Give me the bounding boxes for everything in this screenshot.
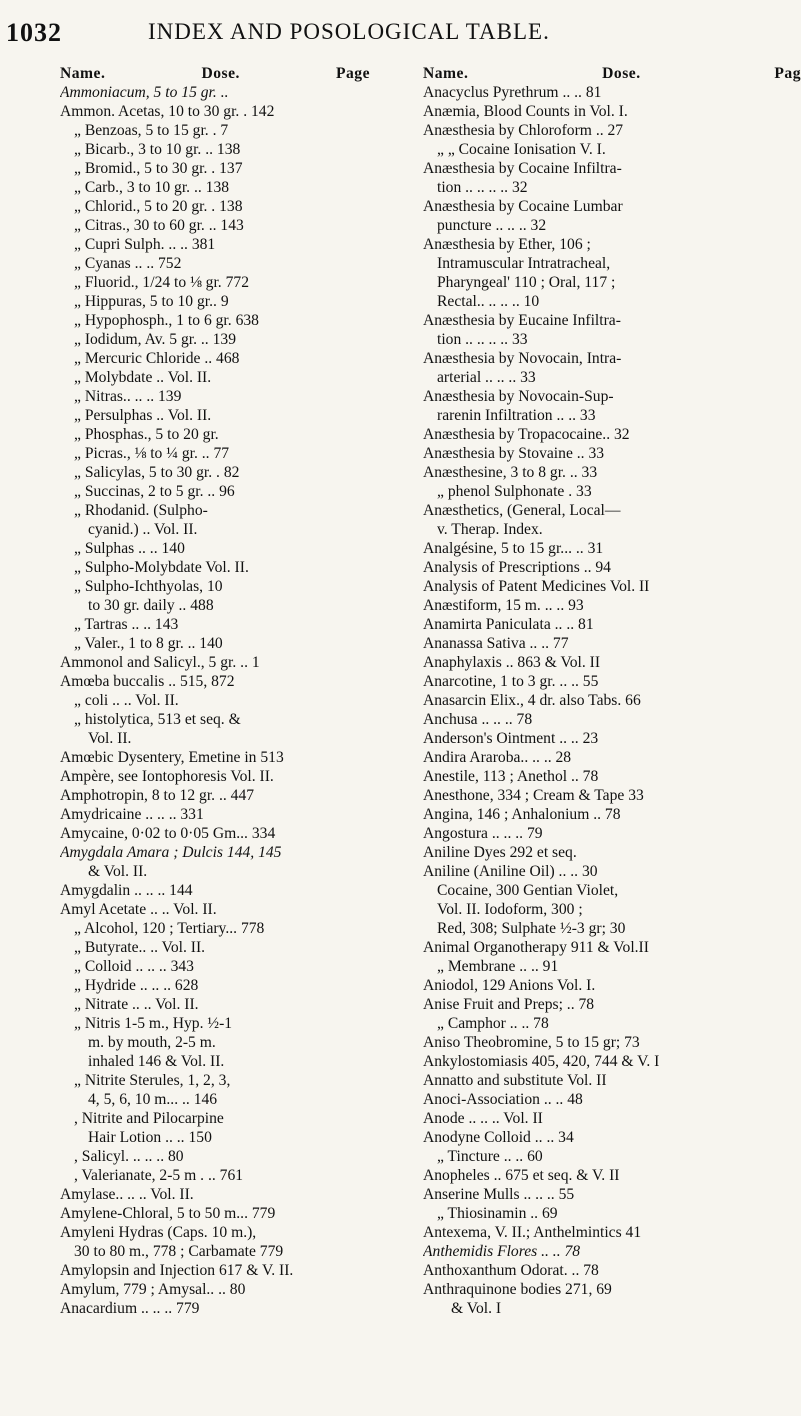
index-entry: Ampère, see Iontophoresis Vol. II. xyxy=(60,768,274,785)
index-entry: „ Cupri Sulph. .. .. 381 xyxy=(74,236,216,253)
index-entry: Anæsthesia by Stovaine .. 33 xyxy=(423,445,605,462)
index-entry: „ Bromid., 5 to 30 gr. . 137 xyxy=(74,160,243,177)
index-entry: Anæmia, Blood Counts in Vol. I. xyxy=(423,103,628,120)
index-entry: „ Fluorid., 1/24 to ⅛ gr. 772 xyxy=(74,274,249,291)
index-entry: Anæsthesia by Chloroform .. 27 xyxy=(423,122,624,139)
index-entry: „ Sulpho-Molybdate Vol. II. xyxy=(74,559,249,576)
index-entry: Ammoniacum, 5 to 15 gr. .. xyxy=(60,84,229,101)
index-entry: Anchusa .. .. .. 78 xyxy=(423,711,533,728)
index-entry: „ Sulpho-Ichthyolas, 10 xyxy=(74,578,223,595)
index-entry: Anode .. .. .. Vol. II xyxy=(423,1110,543,1127)
index-entry: Anderson's Ointment .. .. 23 xyxy=(423,730,599,747)
index-entry: Anæsthetics, (General, Local— xyxy=(423,502,621,519)
index-entry: Andira Araroba.. .. .. 28 xyxy=(423,749,572,766)
index-entry: „ Tincture .. .. 60 xyxy=(437,1148,543,1165)
index-entry: „ phenol Sulphonate . 33 xyxy=(437,483,592,500)
index-entry: „ Tartras .. .. 143 xyxy=(74,616,179,633)
index-entry: „ Thiosinamin .. 69 xyxy=(437,1205,558,1222)
index-entry: Anæsthesia by Novocain, Intra- xyxy=(423,350,622,367)
index-entry: Annatto and substitute Vol. II xyxy=(423,1072,607,1089)
index-entry: „ Benzoas, 5 to 15 gr. . 7 xyxy=(74,122,229,139)
index-entry: „ Phosphas., 5 to 20 gr. xyxy=(74,426,219,443)
column-header-dose: Dose. xyxy=(602,65,641,82)
index-entry: Pharyngeal' 110 ; Oral, 117 ; xyxy=(437,274,616,291)
right-column-headers xyxy=(423,64,801,83)
index-entry: Anestile, 113 ; Anethol .. 78 xyxy=(423,768,599,785)
index-entry: „ Picras., ⅛ to ¼ gr. .. 77 xyxy=(74,445,230,462)
index-entry: Anthraquinone bodies 271, 69 xyxy=(423,1281,612,1298)
index-entry: 30 to 80 m., 778 ; Carbamate 779 xyxy=(74,1243,284,1260)
index-entry: Anacardium .. .. .. 779 xyxy=(60,1300,200,1317)
index-entry: Amylase.. .. .. Vol. II. xyxy=(60,1186,194,1203)
index-entry: „ Hippuras, 5 to 10 gr.. 9 xyxy=(74,293,229,310)
index-entry: inhaled 146 & Vol. II. xyxy=(88,1053,225,1070)
column-header-name: Name. xyxy=(60,65,106,82)
index-entry: Angostura .. .. .. 79 xyxy=(423,825,543,842)
index-entry: Amygdalin .. .. .. 144 xyxy=(60,882,193,899)
index-entry: „ Membrane .. .. 91 xyxy=(437,958,559,975)
index-entry: rarenin Infiltration .. .. 33 xyxy=(437,407,596,424)
index-entry: Anasarcin Elix., 4 dr. also Tabs. 66 xyxy=(423,692,641,709)
index-entry: Anthoxanthum Odorat. .. 78 xyxy=(423,1262,599,1279)
index-entry: „ Nitrate .. .. Vol. II. xyxy=(74,996,199,1013)
index-entry: „ Nitris 1-5 m., Hyp. ½-1 xyxy=(74,1015,233,1032)
index-entry: „ Hydride .. .. .. 628 xyxy=(74,977,199,994)
index-entry: , Valerianate, 2-5 m . .. 761 xyxy=(74,1167,244,1184)
index-entry: Amphotropin, 8 to 12 gr. .. 447 xyxy=(60,787,255,804)
index-entry: Anæstiform, 15 m. .. .. 93 xyxy=(423,597,584,614)
index-entry: Anæsthesine, 3 to 8 gr. .. 33 xyxy=(423,464,598,481)
index-entry: puncture .. .. .. 32 xyxy=(437,217,547,234)
page-header xyxy=(0,18,801,58)
index-entry: Ammon. Acetas, 10 to 30 gr. . 142 xyxy=(60,103,275,120)
index-entry: „ Alcohol, 120 ; Tertiary... 778 xyxy=(74,920,265,937)
index-entry: cyanid.) .. Vol. II. xyxy=(88,521,198,538)
page-number: 1032 xyxy=(6,18,62,47)
index-entry: „ Rhodanid. (Sulpho- xyxy=(74,502,208,519)
index-entry: Amyl Acetate .. .. Vol. II. xyxy=(60,901,217,918)
index-entry: Analysis of Patent Medicines Vol. II xyxy=(423,578,650,595)
index-entry: Ankylostomiasis 405, 420, 744 & V. I xyxy=(423,1053,660,1070)
index-entry: „ Bicarb., 3 to 10 gr. .. 138 xyxy=(74,141,241,158)
index-entry: „ histolytica, 513 et seq. & xyxy=(74,711,241,728)
index-entry: Anæsthesia by Cocaine Lumbar xyxy=(423,198,623,215)
index-entry: Anæsthesia by Eucaine Infiltra- xyxy=(423,312,621,329)
index-entry: Anarcotine, 1 to 3 gr. .. .. 55 xyxy=(423,673,599,690)
index-entry: Anæsthesia by Novocain-Sup- xyxy=(423,388,614,405)
column-header-name: Name. xyxy=(423,65,469,82)
index-entry: Anopheles .. 675 et seq. & V. II xyxy=(423,1167,620,1184)
index-entry: „ Citras., 30 to 60 gr. .. 143 xyxy=(74,217,244,234)
index-entry: Anise Fruit and Preps; .. 78 xyxy=(423,996,595,1013)
index-entry: Aniso Theobromine, 5 to 15 gr; 73 xyxy=(423,1034,640,1051)
index-entry: Vol. II. xyxy=(88,730,132,747)
index-entry: , Salicyl. .. .. .. 80 xyxy=(74,1148,184,1165)
index-entry: Anamirta Paniculata .. .. 81 xyxy=(423,616,594,633)
index-entry: Analgésine, 5 to 15 gr... .. 31 xyxy=(423,540,604,557)
index-entry: „ Hypophosph., 1 to 6 gr. 638 xyxy=(74,312,259,329)
running-head: INDEX AND POSOLOGICAL TABLE. xyxy=(148,19,550,44)
index-entry: Amylene-Chloral, 5 to 50 m... 779 xyxy=(60,1205,276,1222)
index-entry: „ Valer., 1 to 8 gr. .. 140 xyxy=(74,635,223,652)
index-entry: Anæsthesia by Tropacocaine.. 32 xyxy=(423,426,630,443)
index-entry: Anesthone, 334 ; Cream & Tape 33 xyxy=(423,787,644,804)
index-entry: Antexema, V. II.; Anthelmintics 41 xyxy=(423,1224,642,1241)
index-entry: „ Nitras.. .. .. 139 xyxy=(74,388,182,405)
index-entry: Ammonol and Salicyl., 5 gr. .. 1 xyxy=(60,654,260,671)
index-entry: Amylum, 779 ; Amysal.. .. 80 xyxy=(60,1281,246,1298)
index-entry: Amœba buccalis .. 515, 872 xyxy=(60,673,235,690)
index-entry: arterial .. .. .. 33 xyxy=(437,369,536,386)
index-entry: to 30 gr. daily .. 488 xyxy=(88,597,214,614)
left-column xyxy=(60,64,370,1394)
index-entry: „ Carb., 3 to 10 gr. .. 138 xyxy=(74,179,230,196)
index-entry: Ananassa Sativa .. .. 77 xyxy=(423,635,569,652)
index-entry: „ „ Cocaine Ionisation V. I. xyxy=(437,141,606,158)
index-entry: Cocaine, 300 Gentian Violet, xyxy=(437,882,619,899)
index-entry: Amylopsin and Injection 617 & V. II. xyxy=(60,1262,294,1279)
index-entry: & Vol. I xyxy=(451,1300,502,1317)
index-entry: „ Molybdate .. Vol. II. xyxy=(74,369,212,386)
index-entry: „ Iodidum, Av. 5 gr. .. 139 xyxy=(74,331,236,348)
index-entry: Animal Organotherapy 911 & Vol.II xyxy=(423,939,649,956)
index-entry: „ Cyanas .. .. 752 xyxy=(74,255,182,272)
index-entry: Anaphylaxis .. 863 & Vol. II xyxy=(423,654,601,671)
index-entry: „ Chlorid., 5 to 20 gr. . 138 xyxy=(74,198,243,215)
index-entry: „ Nitrite Sterules, 1, 2, 3, xyxy=(74,1072,231,1089)
index-entry: „ coli .. .. Vol. II. xyxy=(74,692,179,709)
index-entry: „ Succinas, 2 to 5 gr. .. 96 xyxy=(74,483,235,500)
index-entry: Amygdala Amara ; Dulcis 144, 145 xyxy=(60,844,282,861)
index-entry: tion .. .. .. .. 32 xyxy=(437,179,528,196)
column-header-page: Page xyxy=(335,65,370,82)
index-entry: „ Camphor .. .. 78 xyxy=(437,1015,549,1032)
right-entry-list xyxy=(423,83,801,1318)
index-entry: Anoci-Association .. .. 48 xyxy=(423,1091,583,1108)
index-entry: m. by mouth, 2-5 m. xyxy=(88,1034,216,1051)
column-header-dose: Dose. xyxy=(201,65,240,82)
index-entry: Hair Lotion .. .. 150 xyxy=(88,1129,212,1146)
index-entry: Amœbic Dysentery, Emetine in 513 xyxy=(60,749,284,766)
index-entry: & Vol. II. xyxy=(88,863,148,880)
index-entry: Vol. II. Iodoform, 300 ; xyxy=(437,901,583,918)
right-column xyxy=(423,64,801,1394)
left-column-headers xyxy=(60,64,370,83)
index-entry: Aniodol, 129 Anions Vol. I. xyxy=(423,977,596,994)
index-entry: „ Persulphas .. Vol. II. xyxy=(74,407,212,424)
index-entry: „ Mercuric Chloride .. 468 xyxy=(74,350,240,367)
index-entry: Anserine Mulls .. .. .. 55 xyxy=(423,1186,575,1203)
column-header-page: Pag xyxy=(774,65,801,82)
index-entry: „ Colloid .. .. .. 343 xyxy=(74,958,194,975)
index-entry: „ Salicylas, 5 to 30 gr. . 82 xyxy=(74,464,240,481)
index-entry: 4, 5, 6, 10 m... .. 146 xyxy=(88,1091,218,1108)
index-entry: „ Butyrate.. .. Vol. II. xyxy=(74,939,206,956)
index-entry: Anodyne Colloid .. .. 34 xyxy=(423,1129,574,1146)
index-entry: tion .. .. .. .. 33 xyxy=(437,331,528,348)
index-entry: , Nitrite and Pilocarpine xyxy=(74,1110,224,1127)
index-entry: Anæsthesia by Cocaine Infiltra- xyxy=(423,160,622,177)
index-entry: Aniline (Aniline Oil) .. .. 30 xyxy=(423,863,598,880)
index-entry: Angina, 146 ; Anhalonium .. 78 xyxy=(423,806,621,823)
index-entry: Amyleni Hydras (Caps. 10 m.), xyxy=(60,1224,257,1241)
index-entry: Anthemidis Flores .. .. 78 xyxy=(423,1243,581,1260)
index-entry: v. Therap. Index. xyxy=(437,521,543,538)
index-entry: Anæsthesia by Ether, 106 ; xyxy=(423,236,591,253)
index-entry: Red, 308; Sulphate ½-3 gr; 30 xyxy=(437,920,626,937)
index-entry: Anacyclus Pyrethrum .. .. 81 xyxy=(423,84,602,101)
index-entry: Aniline Dyes 292 et seq. xyxy=(423,844,577,861)
index-entry: Amydricaine .. .. .. 331 xyxy=(60,806,204,823)
index-entry: Amycaine, 0·02 to 0·05 Gm... 334 xyxy=(60,825,276,842)
left-entry-list xyxy=(60,83,370,1318)
index-entry: „ Sulphas .. .. 140 xyxy=(74,540,185,557)
index-entry: Intramuscular Intratracheal, xyxy=(437,255,611,272)
index-entry: Rectal.. .. .. .. 10 xyxy=(437,293,540,310)
index-entry: Analysis of Prescriptions .. 94 xyxy=(423,559,611,576)
